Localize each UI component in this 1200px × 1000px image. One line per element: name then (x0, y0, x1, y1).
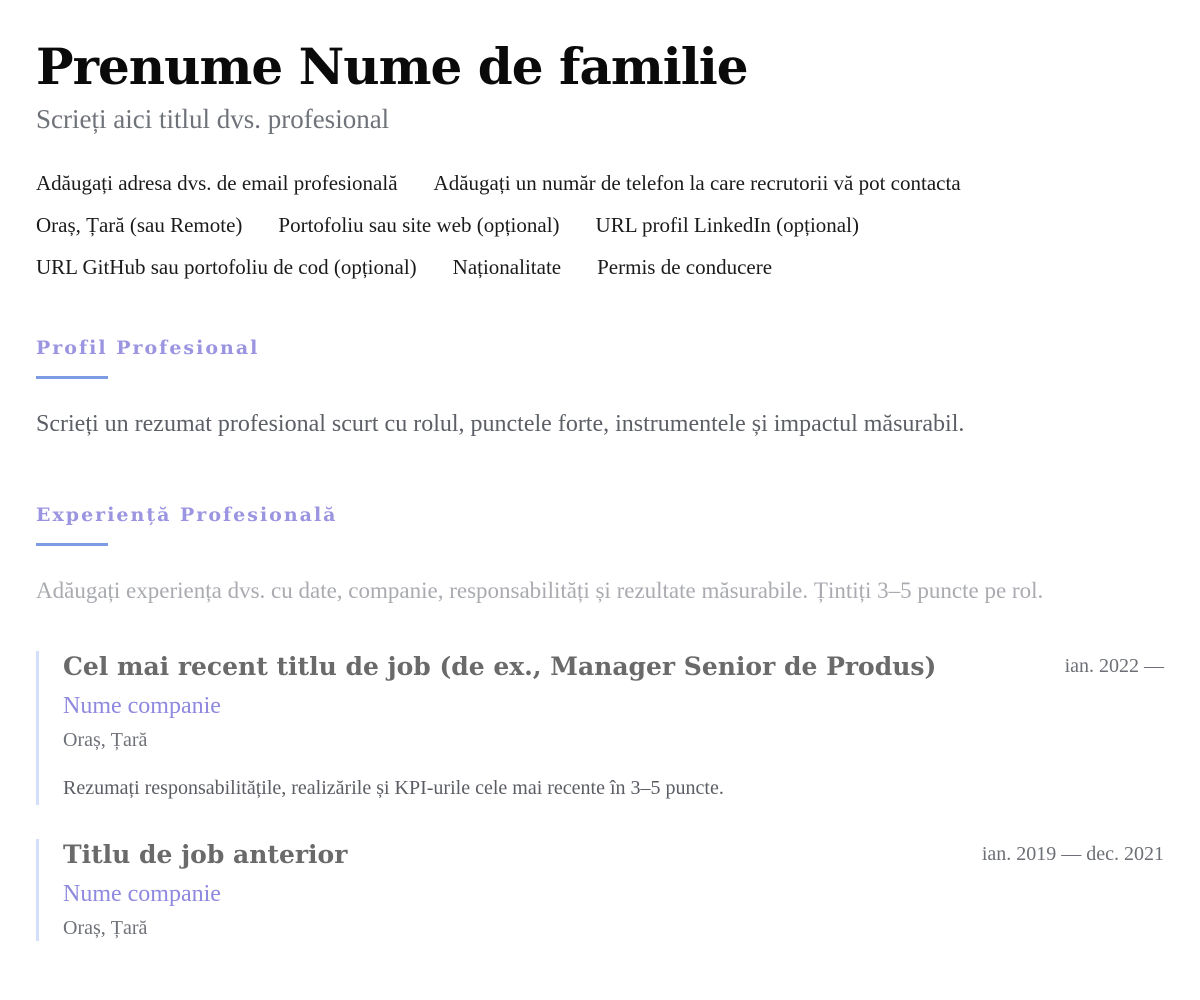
job-date: ian. 2019 — dec. 2021 (981, 843, 1164, 865)
job-description: Rezumați responsabilitățile, realizările și KPI-urile cele mai recente în 3–5 puncte. (63, 777, 724, 799)
job-title: Cel mai recent titlu de job (de ex., Manager Senior de Produs) (63, 652, 937, 681)
location-field: Oraș, Țară (sau Remote) (36, 212, 243, 237)
experience-hint: Adăugați experiența dvs. cu date, companie, responsabilități și rezultate măsurabile. Țintiți 3–5 puncte pe rol. (36, 578, 1044, 603)
driving-license-field: Permis de conducere (597, 254, 773, 279)
company-name: Nume companie (63, 881, 221, 907)
job-date: ian. 2022 — (1064, 655, 1164, 677)
nationality-field: Naționalitate (452, 254, 562, 279)
section-divider (36, 543, 108, 546)
professional-title: Scrieți aici titlul dvs. profesional (36, 104, 390, 134)
contact-row (36, 246, 1164, 288)
job-entry (36, 839, 1164, 941)
job-location: Oraș, Țară (63, 729, 148, 751)
contact-info (36, 162, 1164, 288)
linkedin-field: URL profil LinkedIn (opțional) (595, 212, 859, 237)
email-field: Adăugați adresa dvs. de email profesională (36, 170, 398, 195)
job-title: Titlu de job anterior (63, 840, 348, 869)
experience-section (36, 503, 1164, 941)
job-location: Oraș, Țară (63, 917, 148, 939)
github-field: URL GitHub sau portofoliu de cod (opțional) (36, 254, 417, 279)
contact-row (36, 162, 1164, 204)
job-entry (36, 651, 1164, 805)
section-heading-profile: Profil Profesional (36, 337, 260, 359)
section-heading-experience: Experiență Profesională (36, 504, 338, 526)
company-name: Nume companie (63, 693, 221, 719)
section-divider (36, 376, 108, 379)
portfolio-field: Portofoliu sau site web (opțional) (278, 212, 560, 237)
profile-summary: Scrieți un rezumat profesional scurt cu rolul, punctele forte, instrumentele și impactul măsurabil. (36, 411, 965, 437)
contact-row (36, 204, 1164, 246)
candidate-name: Prenume Nume de familie (36, 37, 748, 96)
profile-section (36, 336, 1164, 439)
phone-field: Adăugați un număr de telefon la care recrutorii vă pot contacta (433, 170, 961, 195)
